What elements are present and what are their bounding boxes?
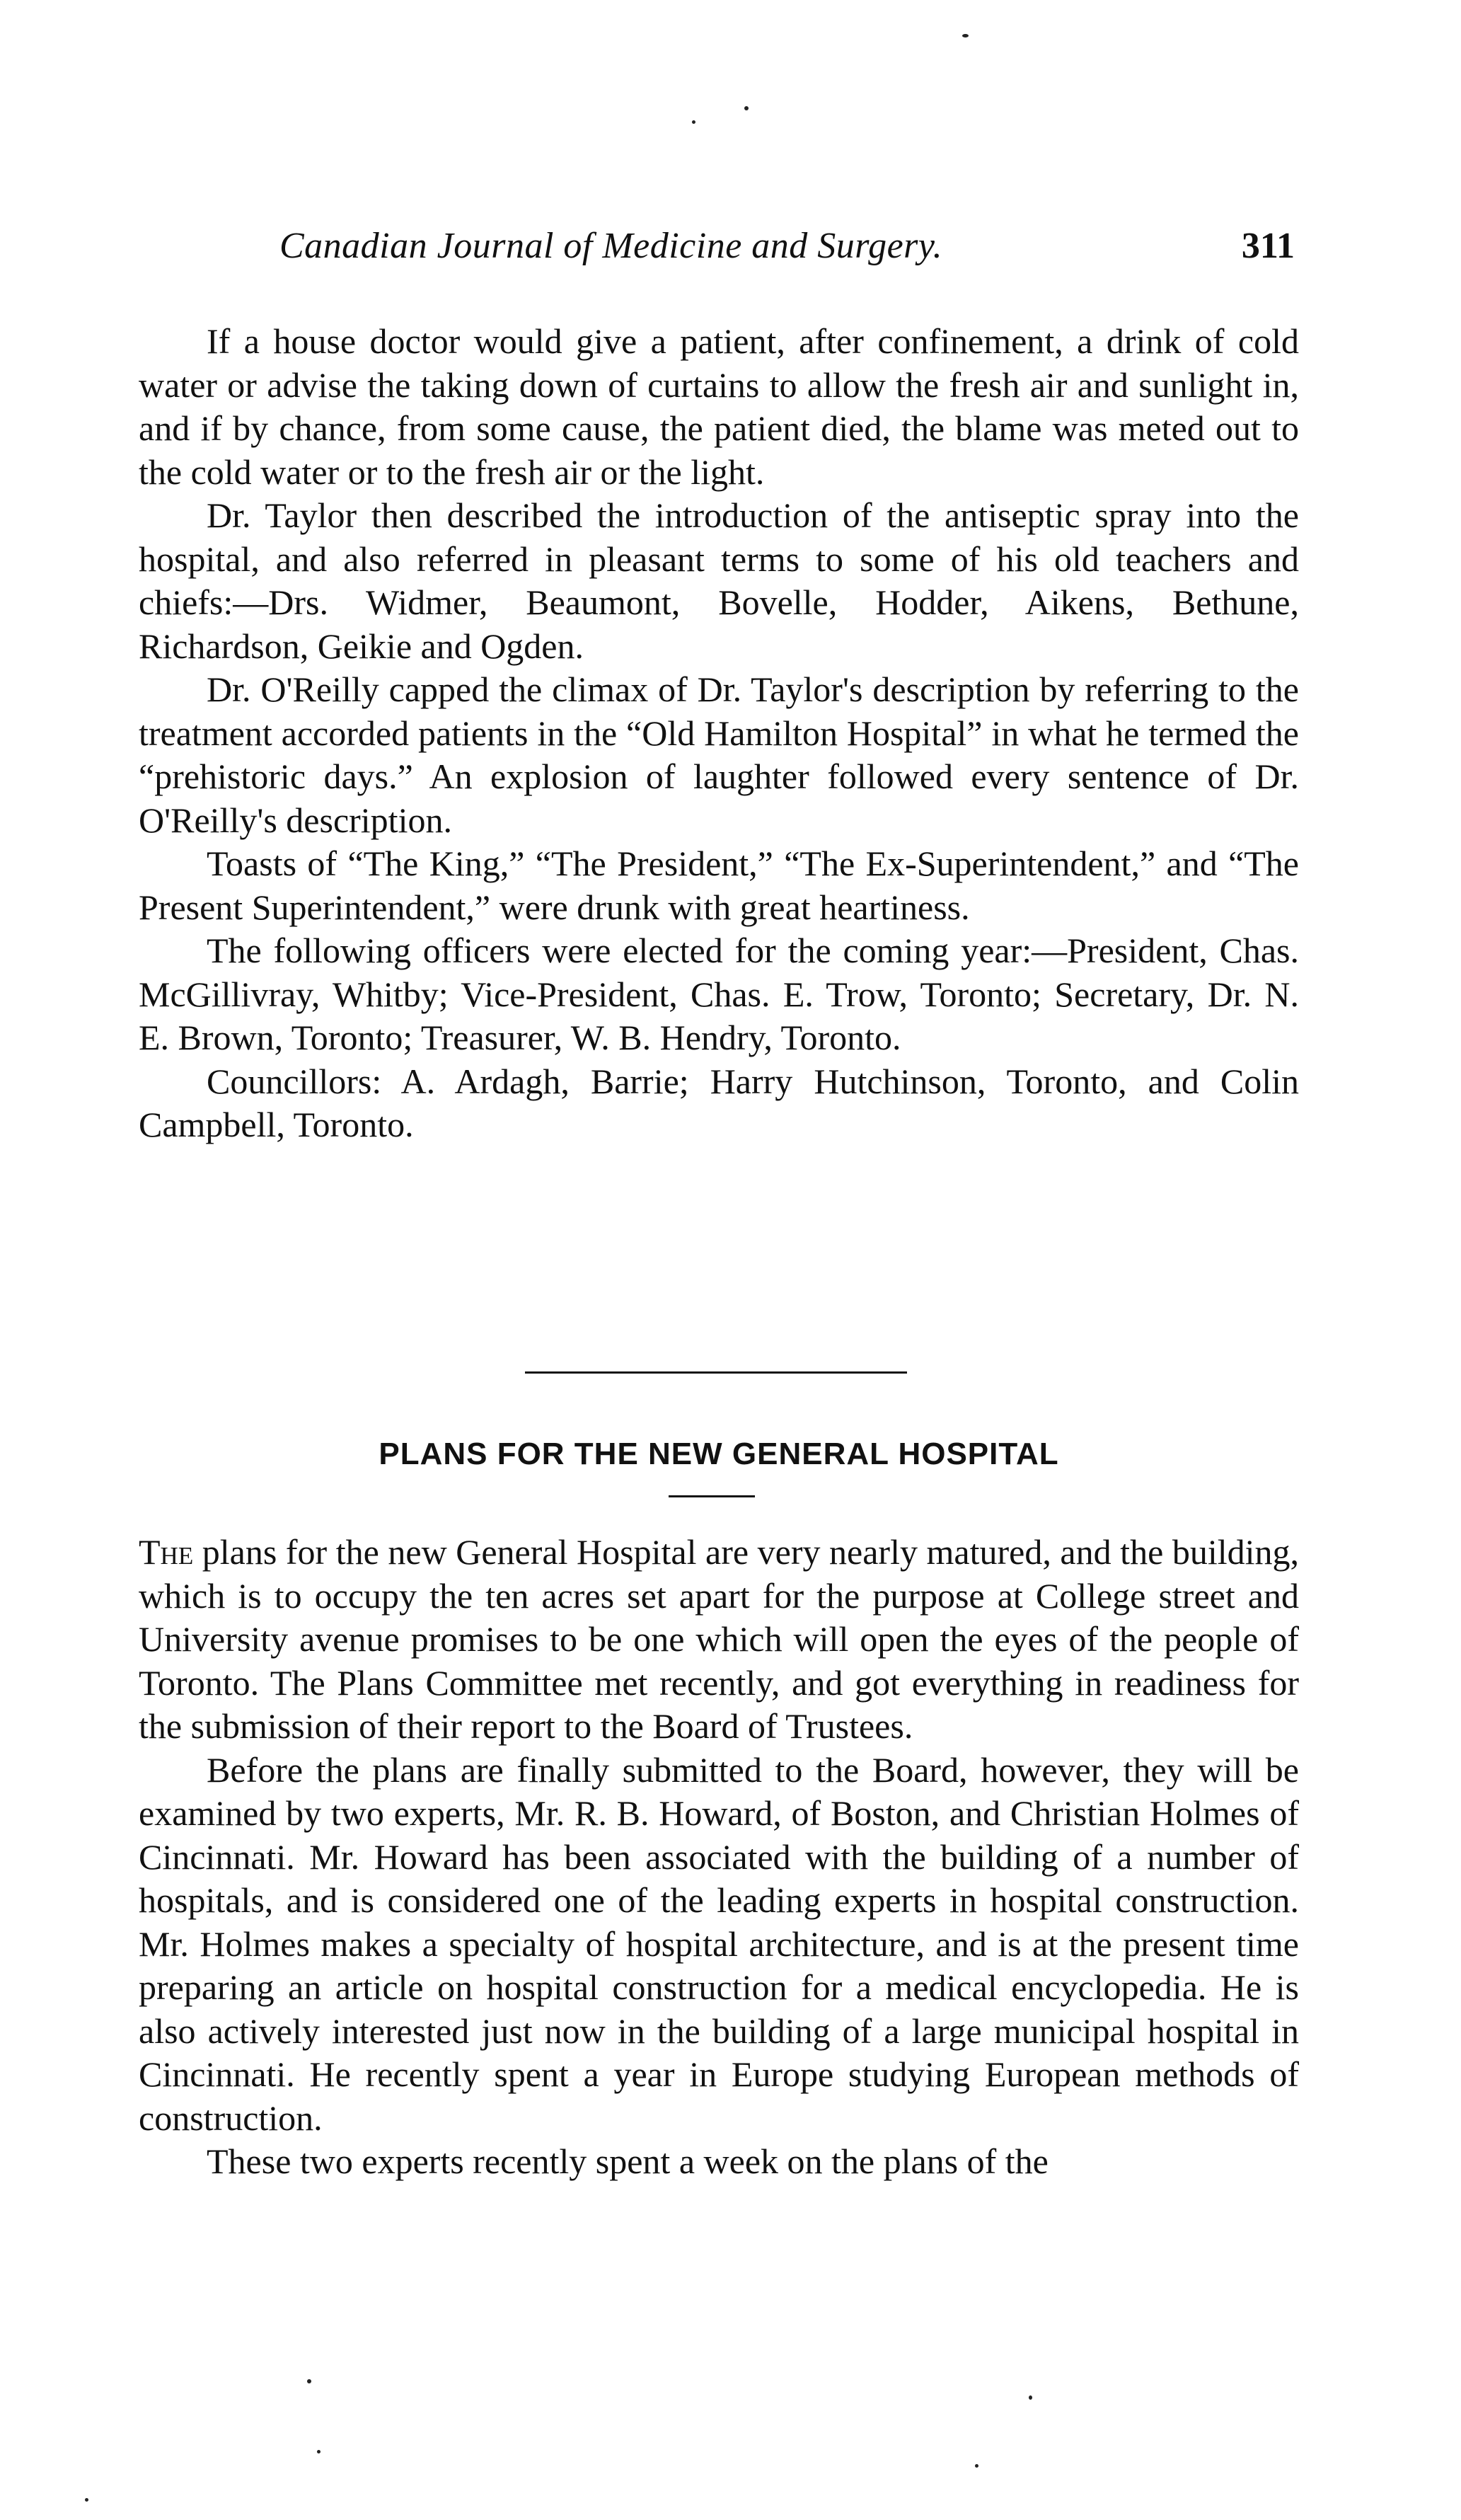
paragraph: Dr. Taylor then described the introduction of the antiseptic spray into the hospital, and also referred in pleasant terms to some of his old teachers and chiefs:—Drs. Widmer, Beaumont, Bovelle, Hodder, Aikens, Bethune, Richardson, Geikie and Ogden. [139, 495, 1299, 666]
page-number: 311 [1241, 226, 1295, 266]
print-speck [962, 34, 969, 38]
paragraph: These two experts recently spent a week on the plans of the [207, 2141, 1049, 2181]
heading-underline-rule [669, 1495, 755, 1497]
lead-word: The [139, 1532, 194, 1572]
running-header [279, 225, 1295, 282]
print-speck [85, 2498, 88, 2502]
print-speck [307, 2379, 311, 2383]
print-speck [975, 2464, 978, 2468]
section-heading: PLANS FOR THE NEW GENERAL HOSPITAL [379, 1437, 1059, 1471]
paragraph: The following officers were elected for the coming year:—President, Chas. McGillivray, Whitby; Vice-President, Chas. E. Trow, Toronto; Secretary, Dr. N. E. Brown, Toronto; Treasurer, W. B. Hendry, Toronto. [139, 931, 1299, 1057]
paragraph-text: plans for the new General Hospital are very nearly matured, and the building, which is to occupy the ten acres set apart for the purpose at College street and University avenue promises to be one which will open the eyes of the people of Toronto. The Plans Committee met recently, and got everything in readiness for the submission of their report to the Board of Trustees. [139, 1532, 1299, 1746]
paragraph: Toasts of “The King,” “The President,” “The Ex-Superintendent,” and “The Present Superintendent,” were drunk with great heartiness. [139, 844, 1299, 927]
section-divider-rule [525, 1371, 907, 1374]
paragraph [139, 1531, 1299, 1749]
print-speck [744, 106, 749, 110]
paragraph: Before the plans are finally submitted to the Board, however, they will be examined by two experts, Mr. R. B. Howard, of Boston, and Christian Holmes of Cincinnati. Mr. Howard has been associated with the building of a number of hospitals, and is considered one of the leading experts in hospital construction. Mr. Holmes makes a specialty of hospital architecture, and is at the present time preparing an article on hospital construction for a medical encyclopedia. He is also actively interested just now in the building of a large municipal hospital in Cincinnati. He recently spent a year in Europe studying European methods of construction. [139, 1749, 1299, 2138]
paragraph: If a house doctor would give a patient, after confinement, a drink of cold water or advise the taking down of curtains to allow the fresh air and sunlight in, and if by chance, from some cause, the patient died, the blame was meted out to the cold water or to the fresh air or the light. [139, 321, 1299, 492]
print-speck [317, 2450, 321, 2453]
journal-title: Canadian Journal of Medicine and Surgery. [279, 226, 943, 266]
print-speck [1029, 2395, 1032, 2400]
article-body [139, 1531, 1299, 2184]
article-continuation [139, 320, 1299, 1147]
paragraph: Councillors: A. Ardagh, Barrie; Harry Hutchinson, Toronto, and Colin Campbell, Toronto. [139, 1061, 1299, 1144]
print-speck [692, 120, 695, 124]
paragraph: Dr. O'Reilly capped the climax of Dr. Taylor's description by referring to the treatment accorded patients in the “Old Hamilton Hospital” in what he termed the “prehistoric days.” An explosion of laughter followed every sentence of Dr. O'Reilly's description. [139, 669, 1299, 840]
